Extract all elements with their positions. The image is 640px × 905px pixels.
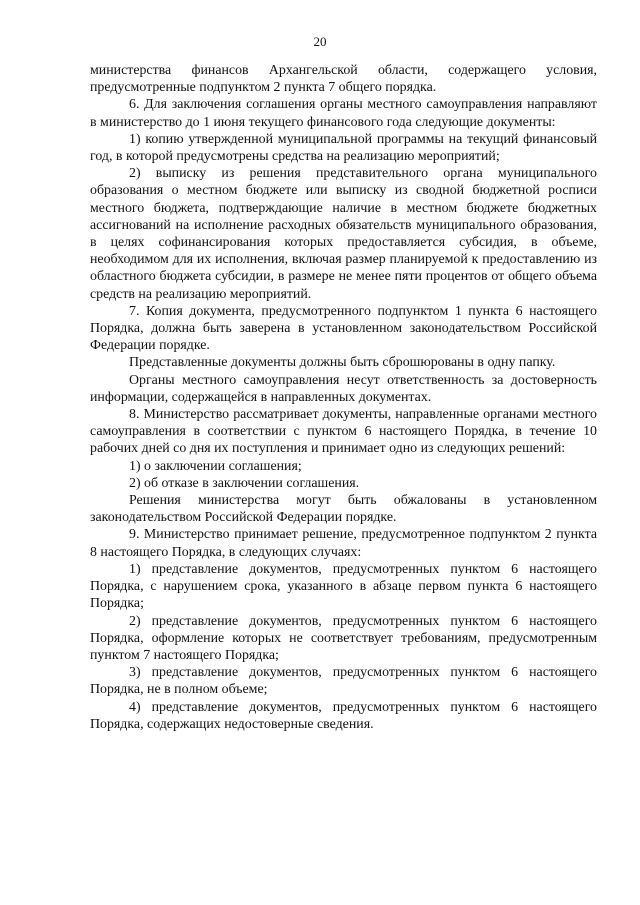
paragraph: 8. Министерство рассматривает документы, направленные органами местного самоуправления в соответствии с пунктом 6 настоящего Порядка, в течение 10 рабочих дней со дня их поступления и принимает одно из следующих решений: [90,407,597,457]
paragraph: 7. Копия документа, предусмотренного подпунктом 1 пункта 6 настоящего Порядка, должна быть заверена в установленном законодательством Российской Федерации порядке. [90,303,597,354]
paragraph: 2) об отказе в заключении соглашения. [129,475,360,491]
paragraph: 2) представление документов, предусмотренных пунктом 6 настоящего Порядка, оформление которых не соответствует требованиям, предусмотренным пунктом 7 настоящего Порядка; [90,613,597,663]
paragraph: 4) представление документов, предусмотренных пунктом 6 настоящего Порядка, содержащих недостоверные сведения. [90,699,597,732]
paragraph: Органы местного самоуправления несут ответственность за достоверность информации, содержащейся в направленных документах. [90,372,597,405]
paragraph: 9. Министерство принимает решение, предусмотренное подпунктом 2 пункта 8 настоящего Порядка, в следующих случаях: [90,527,597,560]
document-body [90,62,597,733]
paragraph: 3) представление документов, предусмотренных пунктом 6 настоящего Порядка, не в полном объеме; [90,665,597,698]
paragraph: Решения министерства могут быть обжалованы в установленном законодательством Российской Федерации порядке. [90,493,597,526]
paragraph: 1) копию утвержденной муниципальной программы на текущий финансовый год, в которой предусмотрены средства на реализацию мероприятий; [90,131,597,165]
paragraph: 1) представление документов, предусмотренных пунктом 6 настоящего Порядка, с нарушением срока, указанного в абзаце первом пункта 6 настоящего Порядка; [90,561,597,612]
paragraph: Представленные документы должны быть сброшюрованы в одну папку. [129,355,556,371]
paragraph: 1) о заключении соглашения; [129,458,302,474]
paragraph: 6. Для заключения соглашения органы местного самоуправления направляют в министерство до 1 июня текущего финансового года следующие документы: [90,97,597,130]
paragraph: министерства финансов Архангельской области, содержащего условия, предусмотренные подпунктом 2 пункта 7 общего порядка. [90,63,597,96]
paragraph: 2) выписку из решения представительного органа муниципального образования о местном бюджете или выписку из сводной бюджетной росписи местного бюджета, подтверждающие наличие в местном бюджете бюджетных ассигнований на исполнение расходных обязательств муниципального образования, в целях софинансирования которых предоставляется субсидия, в объеме, необходимом для их исполнения, включая размер планируемой к предоставлению из областного бюджета субсидии, в размере не менее пяти процентов от общего объема средств на реализацию мероприятий. [90,166,597,302]
page-number: 20 [313,34,327,49]
